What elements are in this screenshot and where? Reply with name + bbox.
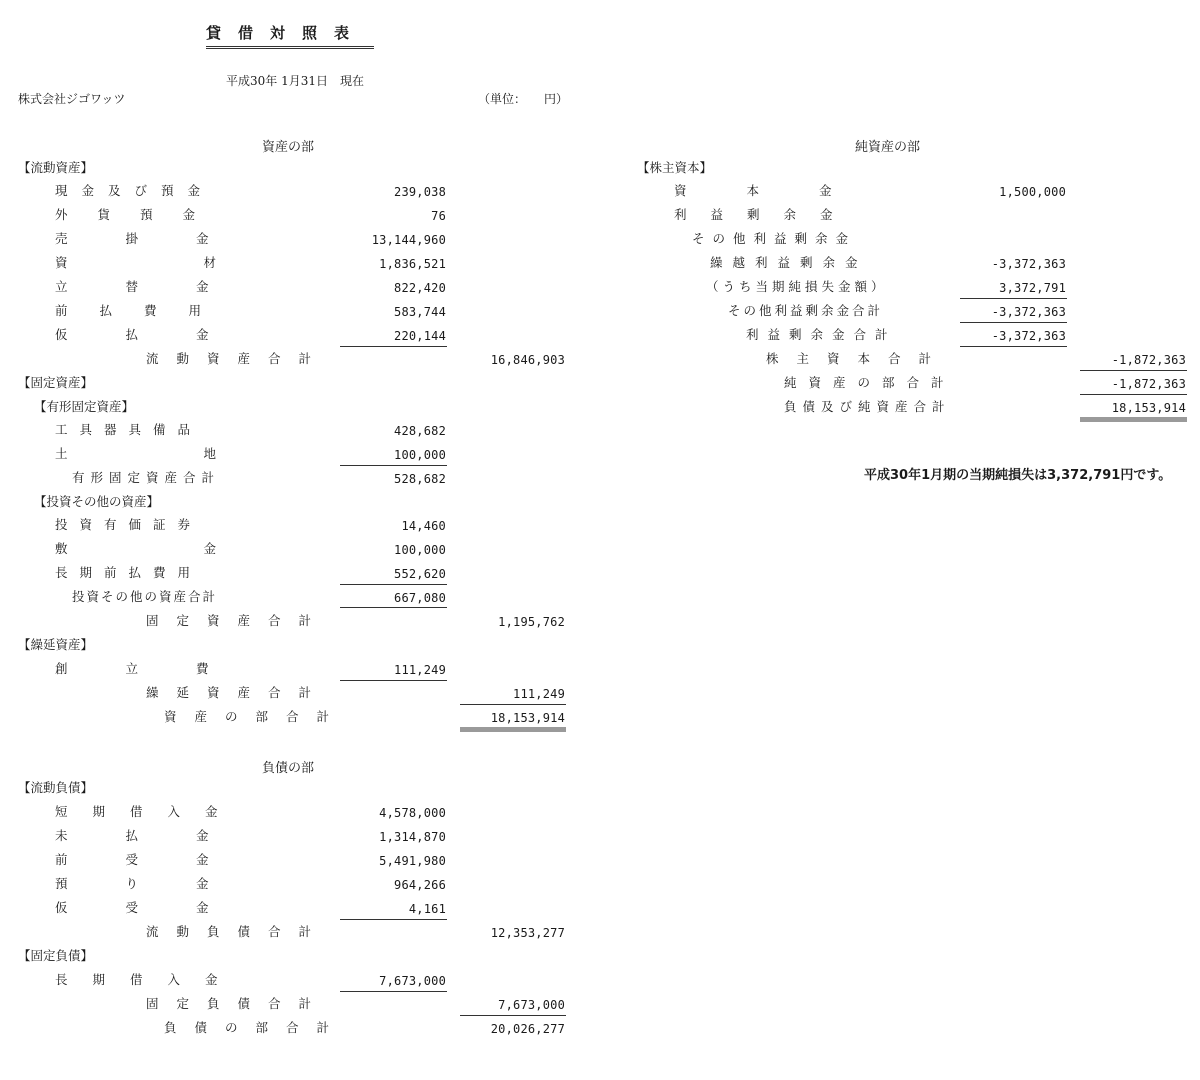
other-retained-label: その他利益剰余金 <box>692 231 857 246</box>
capital-value: 1,500,000 <box>999 185 1066 199</box>
liability-label-accrued: 未払金 <box>55 828 267 843</box>
current-liabilities-total-value: 12,353,277 <box>490 926 565 940</box>
net-assets-heading: 純資産の部 <box>855 140 921 155</box>
subtotal-rule <box>340 465 447 466</box>
asset-label-advances: 立替金 <box>55 279 267 294</box>
liability-label-short-loan: 短期借入金 <box>55 804 243 819</box>
asset-label-land: 土地 <box>55 446 353 461</box>
subtotal-rule <box>340 991 447 992</box>
liability-label-deposits-received: 預り金 <box>55 876 267 891</box>
fixed-liabilities-total-label: 固定負債合計 <box>146 996 330 1011</box>
subtotal-rule <box>1080 370 1187 371</box>
equity-total-label: 株主資本合計 <box>766 351 950 366</box>
other-retained-total-label: その他利益剰余金合計 <box>728 303 884 318</box>
liability-value-advance-received: 5,491,980 <box>379 854 446 868</box>
subtotal-rule <box>960 346 1067 347</box>
liability-value-long-loan: 7,673,000 <box>379 974 446 988</box>
current-assets-heading: 【流動資産】 <box>18 160 94 175</box>
retained-total-label: 利益剰余金合計 <box>746 327 897 342</box>
liability-label-suspense-received: 仮受金 <box>55 900 267 915</box>
retained-total-value: -3,372,363 <box>991 329 1066 343</box>
carried-forward-value: -3,372,363 <box>991 257 1066 271</box>
liability-label-long-loan: 長期借入金 <box>55 972 243 987</box>
assets-heading: 資産の部 <box>262 140 315 155</box>
liability-value-short-loan: 4,578,000 <box>379 806 446 820</box>
carried-forward-label: 繰越利益剰余金 <box>710 255 868 270</box>
asset-label-receivable: 売掛金 <box>55 231 267 246</box>
net-assets-total-value: -1,872,363 <box>1111 377 1186 391</box>
asset-value-cash: 239,038 <box>394 185 446 199</box>
current-loss-label: （うち当期純損失金額） <box>706 279 888 294</box>
retained-earnings-label: 利益剰余金 <box>674 207 857 222</box>
subtotal-rule <box>340 607 447 608</box>
grand-total-double-rule <box>460 727 566 732</box>
asset-value-land: 100,000 <box>394 448 446 462</box>
fixed-assets-total-label: 固定資産合計 <box>146 613 330 628</box>
investments-total-value: 667,080 <box>394 591 446 605</box>
current-assets-total-label: 流動資産合計 <box>146 351 330 366</box>
subtotal-rule <box>1080 394 1187 395</box>
tangible-assets-heading: 【有形固定資産】 <box>34 399 135 414</box>
fixed-assets-total-value: 1,195,762 <box>498 615 565 629</box>
asset-value-organization-cost: 111,249 <box>394 663 446 677</box>
asset-value-receivable: 13,144,960 <box>371 233 446 247</box>
grand-total-double-rule <box>1080 417 1187 422</box>
grand-total-value: 18,153,914 <box>1111 401 1186 415</box>
subtotal-rule <box>340 680 447 681</box>
unit-label: （単位： 円） <box>478 92 569 106</box>
asset-value-deposit: 100,000 <box>394 543 446 557</box>
asset-label-equipment: 工具器具備品 <box>55 422 203 437</box>
current-liabilities-total-label: 流動負債合計 <box>146 924 330 939</box>
asset-label-prepaid: 前払費用 <box>55 303 234 318</box>
asset-value-foreign-deposit: 76 <box>431 209 446 223</box>
asset-label-long-prepaid: 長期前払費用 <box>55 565 203 580</box>
total-rule <box>460 704 566 705</box>
assets-total-label: 資産の部合計 <box>164 709 348 724</box>
subtotal-rule <box>340 584 447 585</box>
fixed-liabilities-heading: 【固定負債】 <box>18 948 94 963</box>
statement-date: 平成30年 1月31日 現在 <box>226 74 364 88</box>
subtotal-rule <box>960 322 1067 323</box>
asset-label-foreign-deposit: 外貨預金 <box>55 207 226 222</box>
other-retained-total-value: -3,372,363 <box>991 305 1066 319</box>
deferred-assets-heading: 【繰延資産】 <box>18 637 94 652</box>
subtotal-rule <box>340 919 447 920</box>
tangible-total-label: 有形固定資産合計 <box>72 470 221 485</box>
document-title: 貸借対照表 <box>206 26 374 49</box>
deferred-total-value: 111,249 <box>513 687 565 701</box>
equity-total-value: -1,872,363 <box>1111 353 1186 367</box>
company-name: 株式会社ジゴワッツ <box>18 92 126 106</box>
asset-value-securities: 14,460 <box>401 519 446 533</box>
assets-total-value: 18,153,914 <box>490 711 565 725</box>
liabilities-total-value: 20,026,277 <box>490 1022 565 1036</box>
subtotal-rule <box>960 298 1067 299</box>
liability-value-accrued: 1,314,870 <box>379 830 446 844</box>
fixed-liabilities-total-value: 7,673,000 <box>498 998 565 1012</box>
net-assets-total-label: 純資産の部合計 <box>784 375 956 390</box>
asset-value-prepaid: 583,744 <box>394 305 446 319</box>
deferred-total-label: 繰延資産合計 <box>146 685 330 700</box>
tangible-total-value: 528,682 <box>394 472 446 486</box>
liabilities-total-label: 負債の部合計 <box>164 1020 348 1035</box>
asset-value-materials: 1,836,521 <box>379 257 446 271</box>
subtotal-rule <box>340 346 447 347</box>
liabilities-heading: 負債の部 <box>262 761 315 776</box>
total-rule <box>460 1015 566 1016</box>
asset-label-securities: 投資有価証券 <box>55 517 203 532</box>
asset-value-advances: 822,420 <box>394 281 446 295</box>
investments-heading: 【投資その他の資産】 <box>34 494 160 509</box>
grand-total-label: 負債及び純資産合計 <box>784 399 951 414</box>
current-assets-total-value: 16,846,903 <box>490 353 565 367</box>
asset-value-suspense: 220,144 <box>394 329 446 343</box>
capital-label: 資本金 <box>674 183 892 198</box>
liability-value-suspense-received: 4,161 <box>408 902 446 916</box>
asset-value-long-prepaid: 552,620 <box>394 567 446 581</box>
asset-label-cash: 現金及び預金 <box>55 183 215 198</box>
liability-value-deposits-received: 964,266 <box>394 878 446 892</box>
investments-total-label: 投資その他の資産合計 <box>72 589 218 604</box>
asset-value-equipment: 428,682 <box>394 424 446 438</box>
net-loss-note: 平成30年1月期の当期純損失は3,372,791円です。 <box>864 468 1172 483</box>
asset-label-deposit: 敷金 <box>55 541 353 556</box>
fixed-assets-heading: 【固定資産】 <box>18 375 94 390</box>
asset-label-materials: 資材 <box>55 255 353 270</box>
asset-label-organization-cost: 創立費 <box>55 661 267 676</box>
liability-label-advance-received: 前受金 <box>55 852 267 867</box>
equity-heading: 【株主資本】 <box>637 160 713 175</box>
current-loss-value: 3,372,791 <box>999 281 1066 295</box>
current-liabilities-heading: 【流動負債】 <box>18 780 94 795</box>
asset-label-suspense: 仮払金 <box>55 327 267 342</box>
